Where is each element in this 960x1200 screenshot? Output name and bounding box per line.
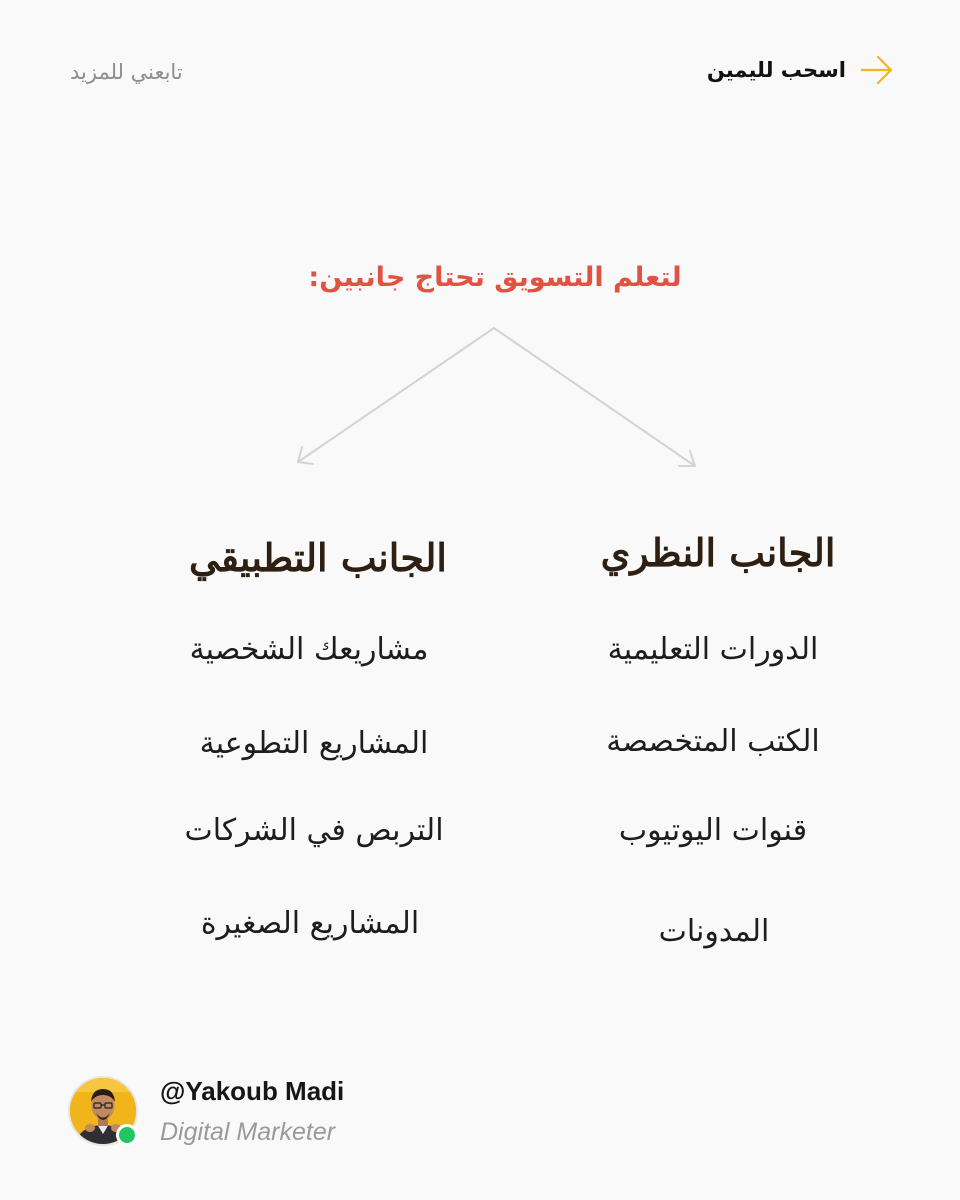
arrow-right-icon xyxy=(860,53,894,87)
theory-title: الجانب النظري xyxy=(600,530,836,575)
swipe-right-hint xyxy=(707,50,894,90)
arrow-to-theory-head xyxy=(679,451,695,466)
profile-avatar xyxy=(68,1076,138,1146)
theory-item: المدونات xyxy=(658,914,770,949)
arrow-to-practice xyxy=(298,328,494,462)
practice-item: المشاريع التطوعية xyxy=(199,726,429,761)
arrow-to-theory xyxy=(494,328,695,466)
headline: لتعلم التسويق تحتاج جانبين: xyxy=(308,262,682,293)
follow-more-text: تابعني للمزيد xyxy=(70,60,183,84)
practice-item: مشاريعك الشخصية xyxy=(189,632,429,667)
practice-item: المشاريع الصغيرة xyxy=(200,906,420,941)
online-status-dot xyxy=(116,1124,138,1146)
practice-title: الجانب التطبيقي xyxy=(189,535,447,580)
theory-item: قنوات اليوتيوب xyxy=(618,813,808,848)
practice-item: التربص في الشركات xyxy=(184,813,444,848)
theory-item: الكتب المتخصصة xyxy=(606,724,820,759)
swipe-label: اسحب لليمين xyxy=(706,58,846,82)
profile-role: Digital Marketer xyxy=(160,1118,336,1146)
arrow-to-practice-head xyxy=(298,447,313,464)
theory-item: الدورات التعليمية xyxy=(607,632,819,667)
profile-handle: @Yakoub Madi xyxy=(160,1076,345,1106)
